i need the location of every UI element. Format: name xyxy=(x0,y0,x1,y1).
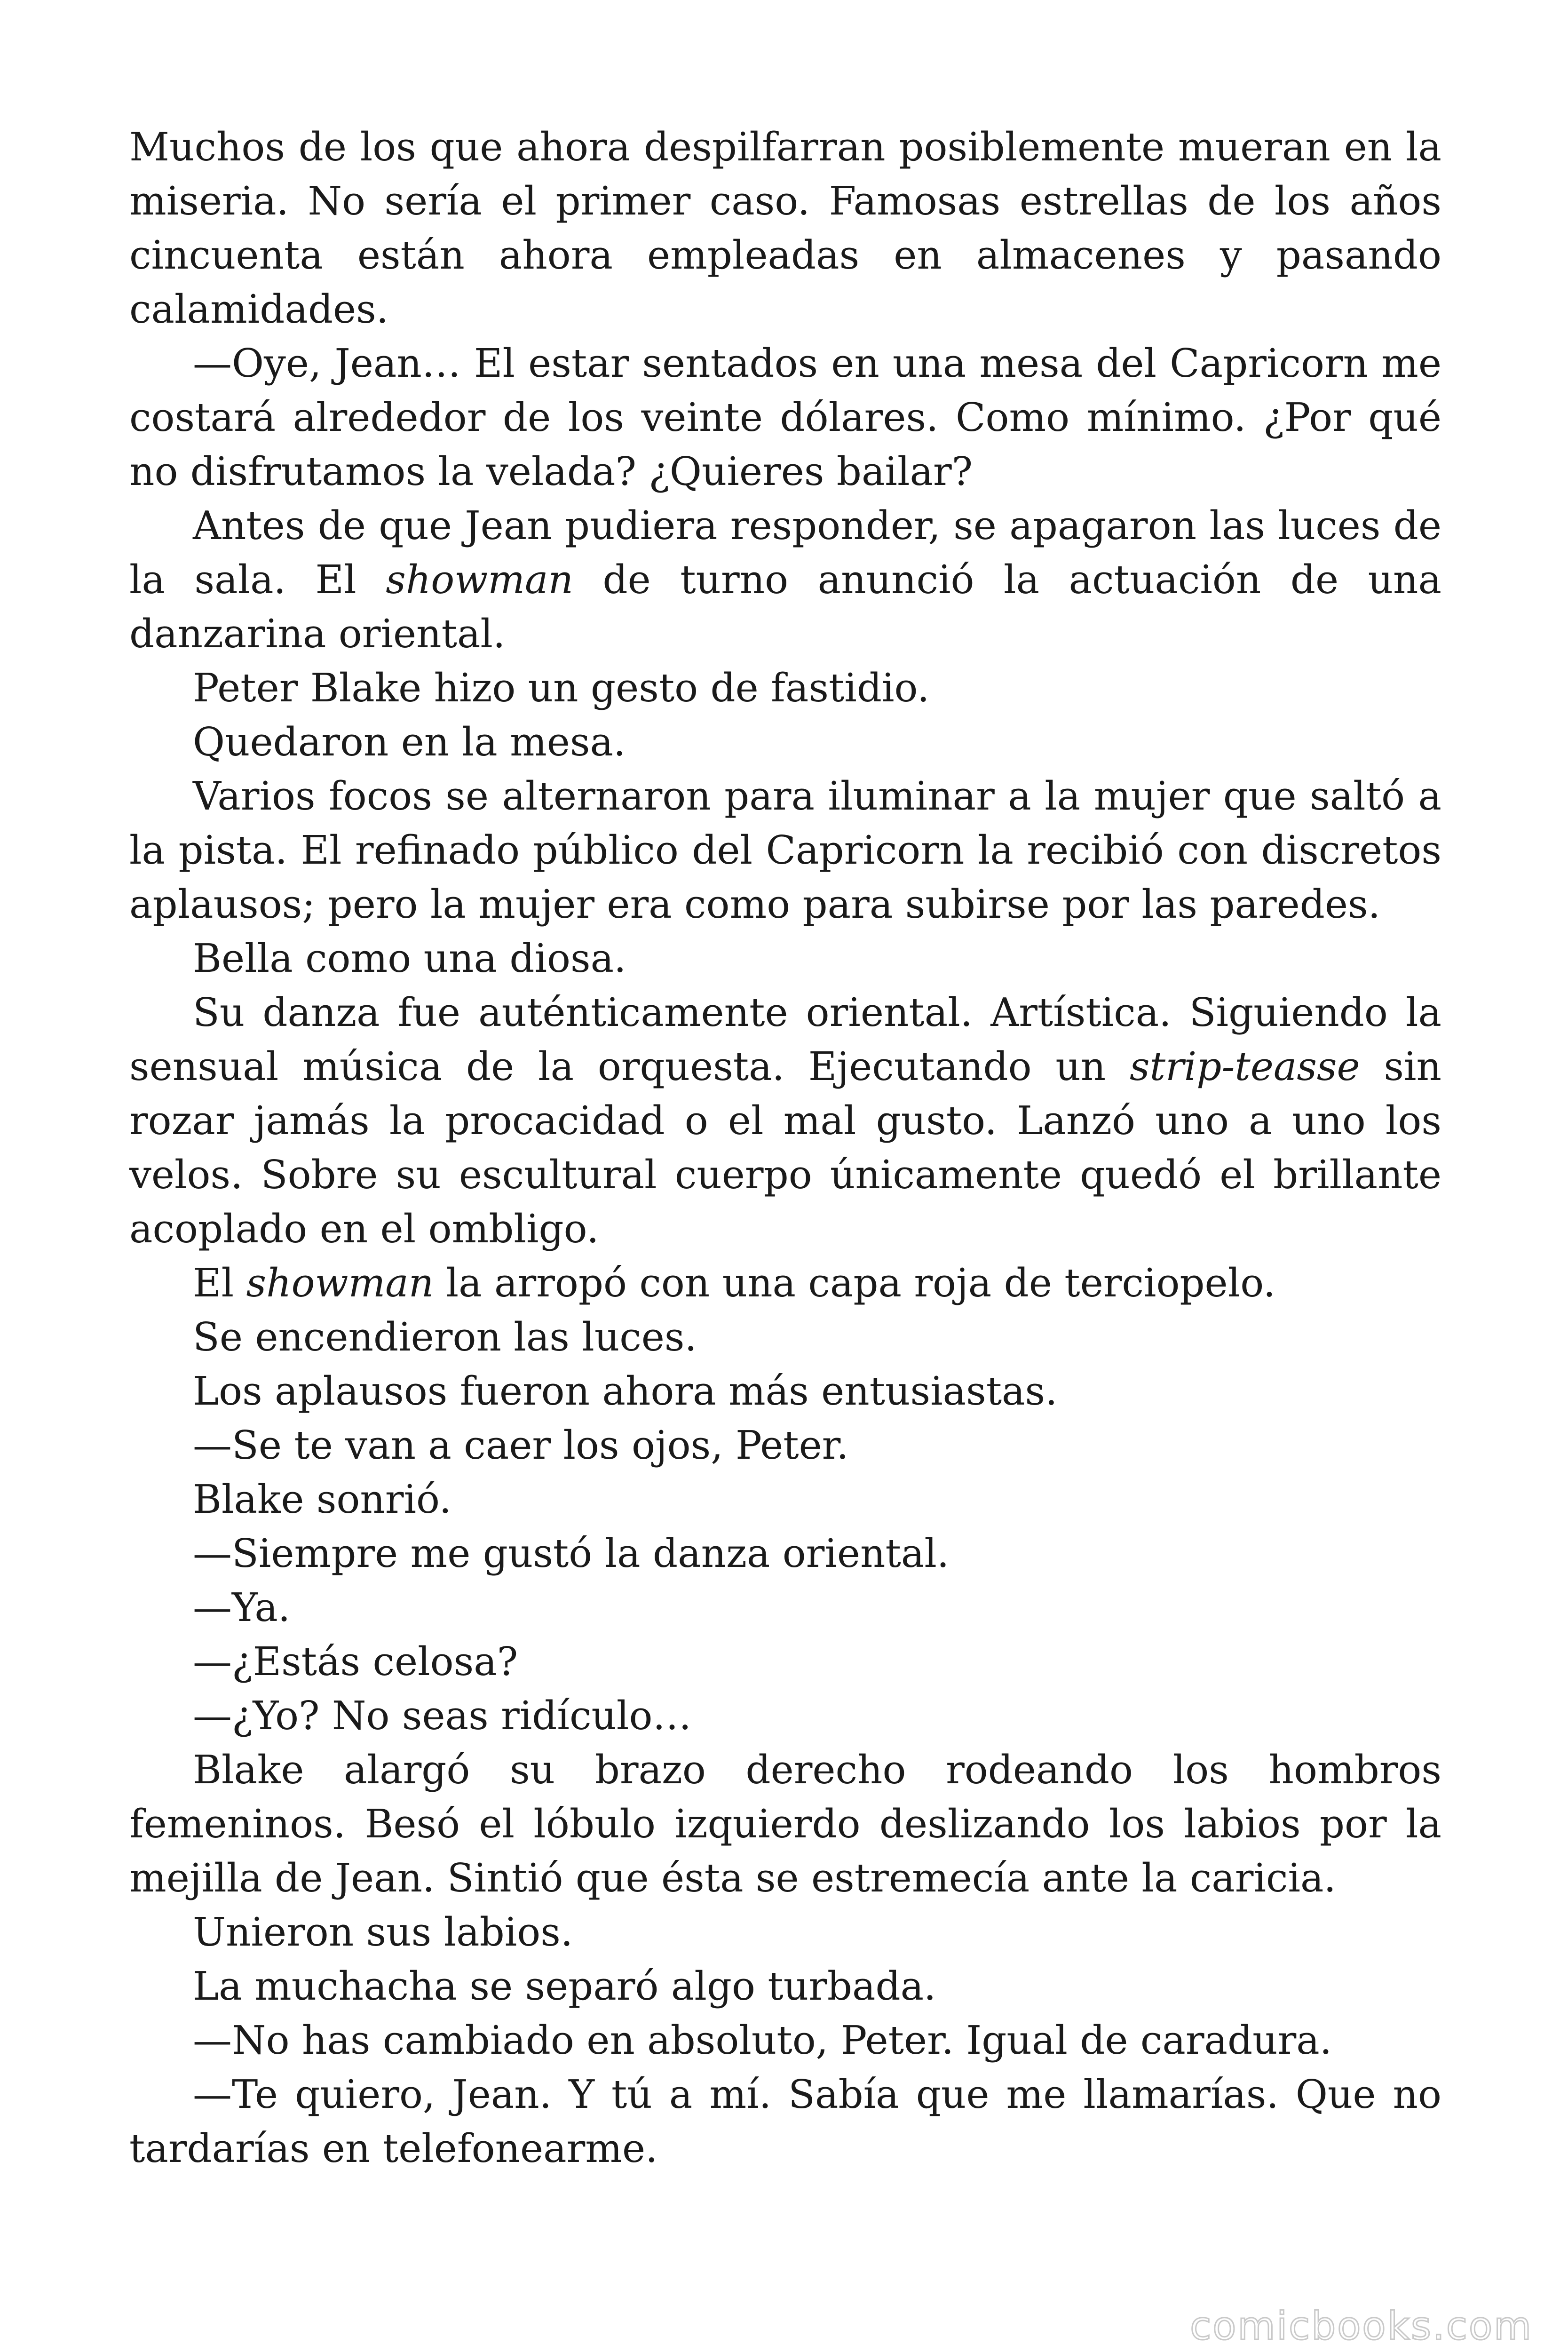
paragraph-7: Bella como una diosa. xyxy=(193,936,626,981)
paragraph-4: Peter Blake hizo un gesto de fastidio. xyxy=(193,665,930,711)
paragraph-5: Quedaron en la mesa. xyxy=(193,719,626,765)
paragraph-9: El showman la arropó con una capa roja de terciopelo. xyxy=(193,1260,1276,1306)
paragraph-3: Antes de que Jean pudiera responder, se apagaron las luces de la sala. El showman de turno anunció la actuación de una danzarina oriental. xyxy=(129,503,1441,657)
watermark-text: comicbooks.com xyxy=(1190,2304,1533,2349)
paragraph-18: Blake alargó su brazo derecho rodeando los hombros femeninos. Besó el lóbulo izquierdo deslizando los labios por la mejilla de Jean. Sintió que ésta se estremecía ante la caricia. xyxy=(129,1747,1441,1901)
paragraph-6: Varios focos se alternaron para iluminar a la mujer que saltó a la pista. El refinado público del Capricorn la recibió con discretos aplausos; pero la mujer era como para subirse por las paredes. xyxy=(129,773,1441,927)
italic-term: showman xyxy=(386,557,573,603)
paragraph-1: Muchos de los que ahora despilfarran posiblemente mueran en la miseria. No sería el primer caso. Famosas estrellas de los años cincuenta están ahora empleadas en almacenes y pasando calamidades. xyxy=(129,124,1441,332)
paragraph-22: —Te quiero, Jean. Y tú a mí. Sabía que me llamarías. Que no tardarías en telefonearme. xyxy=(129,2072,1441,2171)
paragraph-17: —¿Yo? No seas ridículo… xyxy=(193,1693,692,1739)
paragraph-13: Blake sonrió. xyxy=(193,1477,451,1522)
paragraph-19: Unieron sus labios. xyxy=(193,1909,573,1955)
body-text xyxy=(129,120,1441,2176)
paragraph-16: —¿Estás celosa? xyxy=(193,1639,518,1685)
paragraph-21: —No has cambiado en absoluto, Peter. Igual de caradura. xyxy=(193,2018,1332,2063)
paragraph-12: —Se te van a caer los ojos, Peter. xyxy=(193,1422,849,1468)
paragraph-11: Los aplausos fueron ahora más entusiastas. xyxy=(193,1368,1058,1414)
paragraph-10: Se encendieron las luces. xyxy=(193,1314,697,1360)
italic-term: showman xyxy=(246,1260,434,1306)
paragraph-20: La muchacha se separó algo turbada. xyxy=(193,1963,936,2009)
italic-term: strip-teasse xyxy=(1130,1044,1360,1089)
paragraph-8: Su danza fue auténticamente oriental. Artística. Siguiendo la sensual música de la orquesta. Ejecutando un strip-teasse sin rozar jamás la procacidad o el mal gusto. Lanzó uno a uno los velos. Sobre su escultural cuerpo únicamente quedó el brillante acoplado en el ombligo. xyxy=(129,990,1441,1252)
paragraph-14: —Siempre me gustó la danza oriental. xyxy=(193,1531,950,1576)
paragraph-15: —Ya. xyxy=(193,1585,291,1630)
paragraph-2: —Oye, Jean… El estar sentados en una mesa del Capricorn me costará alrededor de los veinte dólares. Como mínimo. ¿Por qué no disfrutamos la velada? ¿Quieres bailar? xyxy=(129,341,1441,494)
